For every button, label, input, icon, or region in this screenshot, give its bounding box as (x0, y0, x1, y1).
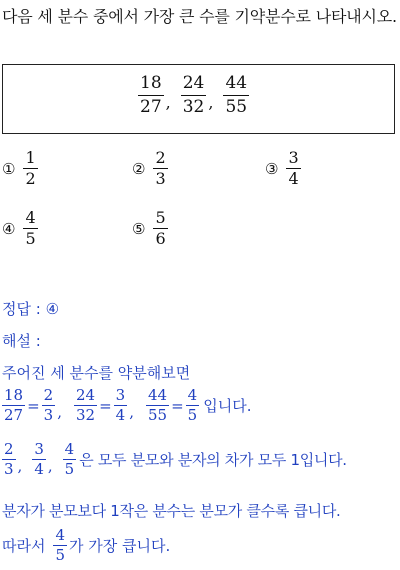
reduction-1-from (2, 388, 25, 423)
given-fraction-3 (223, 74, 249, 117)
option-5-numerator: 5 (155, 208, 166, 227)
numerator: 4 (187, 386, 198, 404)
comma: , (208, 93, 214, 112)
denominator: 3 (43, 406, 54, 424)
numerator: 3 (115, 386, 126, 404)
reduction-1-to (42, 388, 56, 423)
given-fraction-1 (138, 74, 164, 117)
given-fraction-2 (181, 74, 207, 117)
comma: , (165, 93, 171, 112)
numerator: 24 (76, 386, 96, 404)
denominator: 4 (115, 406, 126, 424)
option-5-denominator: 6 (155, 229, 166, 248)
reduced-3 (63, 442, 77, 477)
denominator: 55 (148, 406, 168, 424)
reduction-end-text: 입니다. (203, 397, 252, 415)
denominator: 27 (4, 406, 24, 424)
numerator: 2 (4, 440, 14, 458)
reduction-2-from (74, 388, 97, 423)
denominator: 5 (55, 546, 66, 564)
option-1[interactable] (2, 150, 38, 187)
option-4-numerator: 4 (25, 208, 36, 227)
option-2-denominator: 3 (155, 169, 166, 188)
equals-sign: = (27, 396, 40, 415)
equals-sign: = (99, 396, 112, 415)
given-fraction-3-numerator: 44 (225, 73, 248, 93)
denominator: 32 (76, 406, 96, 424)
final-fraction (53, 528, 67, 563)
fraction-bar (138, 95, 164, 96)
option-2-mark: ② (132, 159, 146, 178)
fraction-bar (223, 95, 249, 96)
explanation-reductions (2, 388, 398, 423)
reduced-end-text: 은 모두 분모와 분자의 차가 모두 1입니다. (79, 451, 347, 469)
given-fractions (138, 74, 249, 117)
option-1-denominator: 2 (25, 169, 36, 188)
given-fraction-1-denominator: 27 (140, 97, 162, 117)
reduction-3-to (186, 388, 200, 423)
explanation-final (2, 528, 398, 563)
option-3[interactable] (265, 150, 301, 187)
explanation-reduced (2, 442, 398, 477)
given-fraction-2-denominator: 32 (182, 97, 205, 117)
numerator: 2 (43, 386, 54, 404)
explanation-line-1: 주어진 세 분수를 약분해보면 (2, 364, 191, 382)
option-5[interactable] (132, 210, 168, 247)
option-4-mark: ④ (2, 219, 16, 238)
numerator: 4 (55, 526, 66, 544)
option-4-denominator: 5 (25, 229, 36, 248)
comma: , (47, 456, 53, 475)
question-text: 다음 세 분수 중에서 가장 큰 수를 기약분수로 나타내시오. (2, 7, 397, 26)
fraction-bar (181, 95, 207, 96)
numerator: 3 (34, 440, 44, 458)
reduced-1 (2, 442, 16, 477)
numerator: 44 (148, 386, 168, 404)
option-4[interactable] (2, 210, 38, 247)
answer: 정답 : ④ (2, 300, 60, 318)
given-fraction-1-numerator: 18 (140, 73, 162, 93)
option-2[interactable] (132, 150, 168, 187)
option-2-fraction (153, 150, 167, 187)
reduction-3-from (146, 388, 169, 423)
option-1-mark: ① (2, 159, 16, 178)
denominator: 5 (64, 460, 75, 478)
denominator: 3 (4, 460, 14, 478)
final-start-text: 따라서 (2, 537, 46, 555)
final-end-text: 가 가장 큽니다. (69, 537, 171, 555)
explanation-label: 해설 : (2, 332, 41, 350)
option-1-numerator: 1 (25, 148, 36, 167)
reduced-2 (32, 442, 46, 477)
equals-sign: = (171, 396, 184, 415)
numerator: 4 (64, 440, 75, 458)
reduction-2-to (114, 388, 128, 423)
option-5-mark: ⑤ (132, 219, 146, 238)
comma: , (129, 402, 134, 421)
option-5-fraction (153, 210, 167, 247)
given-fraction-3-denominator: 55 (225, 97, 248, 117)
denominator: 4 (34, 460, 44, 478)
given-fraction-2-numerator: 24 (182, 73, 205, 93)
comma: , (17, 456, 23, 475)
comma: , (57, 402, 62, 421)
option-3-denominator: 4 (288, 169, 299, 188)
denominator: 5 (187, 406, 198, 424)
option-4-fraction (23, 210, 37, 247)
option-1-fraction (23, 150, 37, 187)
option-3-mark: ③ (265, 159, 279, 178)
option-3-numerator: 3 (288, 148, 299, 167)
explanation-line-4: 분자가 분모보다 1작은 분수는 분모가 클수록 큽니다. (2, 502, 341, 520)
option-3-fraction (286, 150, 300, 187)
numerator: 18 (4, 386, 24, 404)
option-2-numerator: 2 (155, 148, 166, 167)
